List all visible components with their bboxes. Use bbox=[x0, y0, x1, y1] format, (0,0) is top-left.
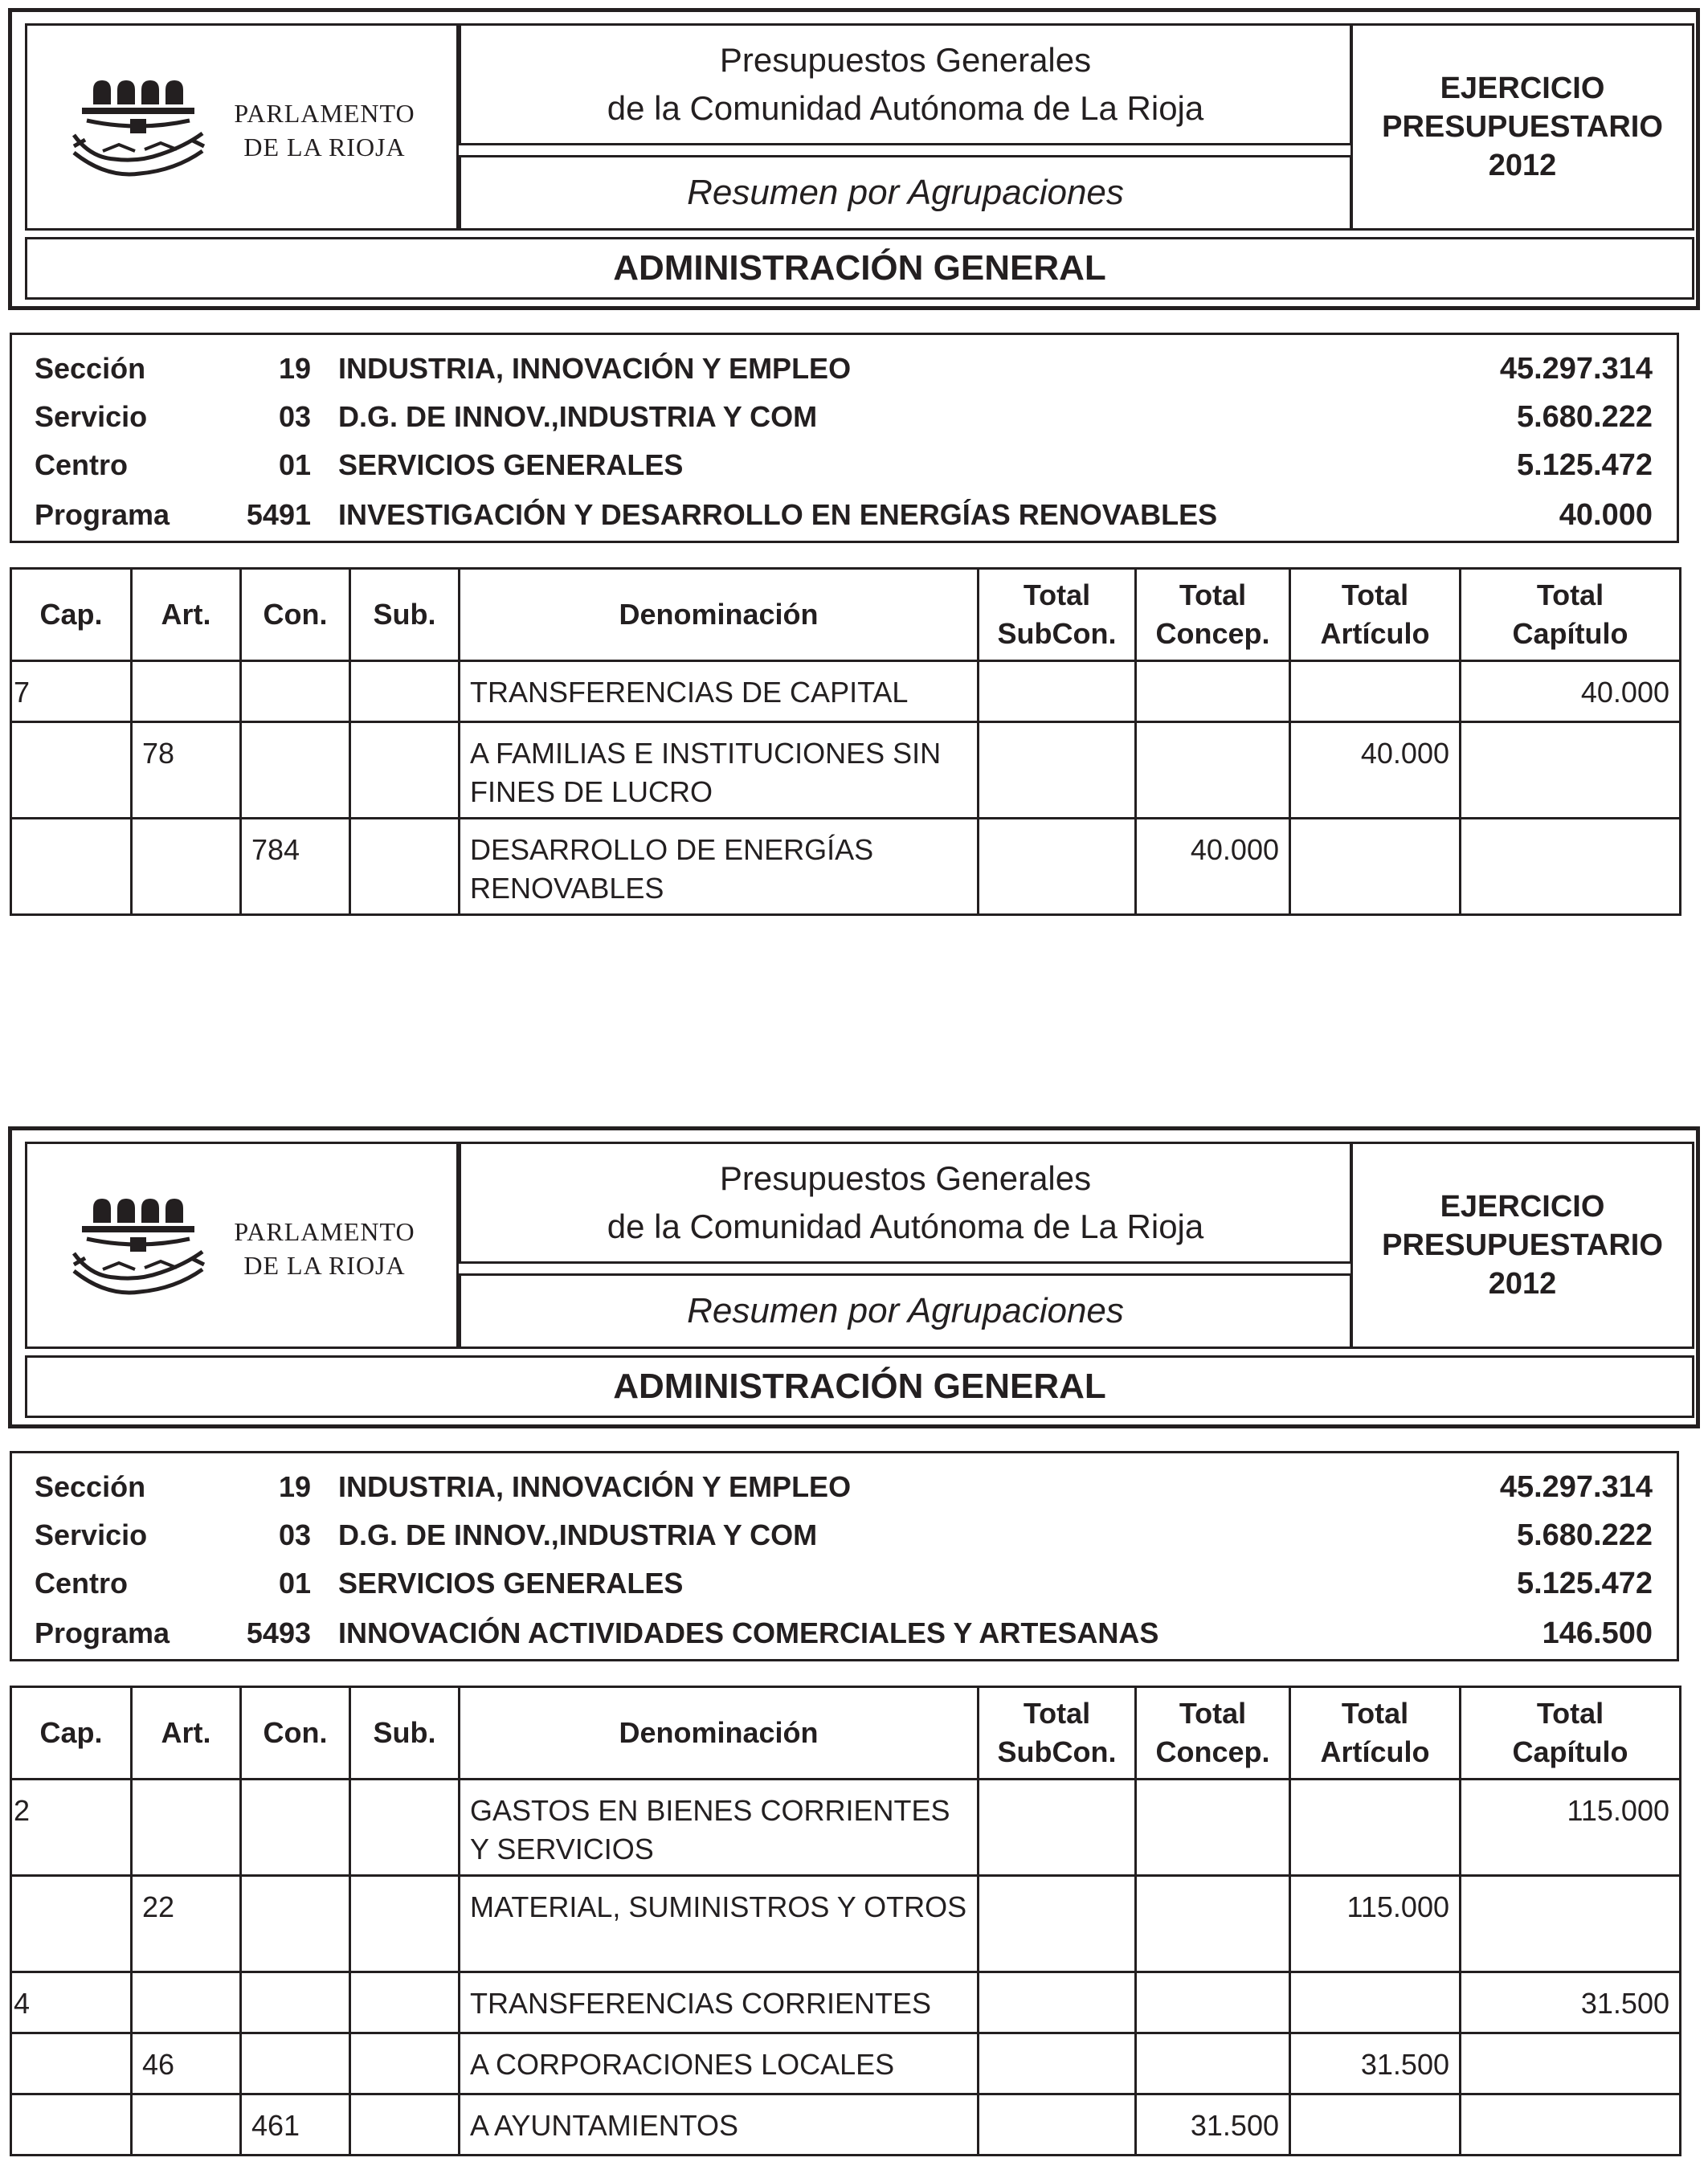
info-row-seccion bbox=[12, 346, 1677, 391]
col-total-subcon bbox=[979, 1687, 1136, 1780]
cell-sub bbox=[350, 661, 460, 722]
info-amount: 5.125.472 bbox=[1516, 1567, 1653, 1600]
cell-total-concep bbox=[1136, 2033, 1290, 2094]
info-name: INVESTIGACIÓN Y DESARROLLO EN ENERGÍAS RENOVABLES bbox=[338, 498, 1218, 531]
parliament-line-2: DE LA RIOJA bbox=[243, 133, 406, 161]
table-header-row bbox=[11, 569, 1681, 661]
cell-denominacion: MATERIAL, SUMINISTROS Y OTROS bbox=[460, 1876, 979, 1972]
fiscal-year: 2012 bbox=[1488, 1267, 1557, 1301]
info-name: INDUSTRIA, INNOVACIÓN Y EMPLEO bbox=[338, 1470, 852, 1503]
cell-total-capitulo bbox=[1461, 2094, 1681, 2156]
cell-art bbox=[132, 661, 241, 722]
info-amount: 45.297.314 bbox=[1499, 1470, 1653, 1504]
document-subtitle: Resumen por Agrupaciones bbox=[459, 1273, 1352, 1349]
cell-total-concep bbox=[1136, 722, 1290, 819]
cell-total-concep bbox=[1136, 661, 1290, 722]
cell-art bbox=[132, 2094, 241, 2156]
table-header-row bbox=[11, 1687, 1681, 1780]
info-label: Programa bbox=[35, 498, 170, 531]
table-row bbox=[11, 722, 1681, 819]
cell-total-articulo: 31.500 bbox=[1290, 2033, 1461, 2094]
info-code: 01 bbox=[278, 1567, 311, 1600]
col-label: SubCon. bbox=[997, 1735, 1117, 1768]
col-con: Con. bbox=[241, 1687, 350, 1780]
info-code: 5491 bbox=[246, 498, 311, 531]
cell-total-concep: 40.000 bbox=[1136, 819, 1290, 915]
cell-denominacion: TRANSFERENCIAS DE CAPITAL bbox=[460, 661, 979, 722]
table-row bbox=[11, 1780, 1681, 1876]
cell-total-capitulo: 115.000 bbox=[1461, 1780, 1681, 1876]
cell-sub bbox=[350, 722, 460, 819]
col-denominacion: Denominación bbox=[460, 569, 979, 661]
header-frame bbox=[8, 1126, 1700, 1428]
parliament-name bbox=[212, 1215, 437, 1282]
cell-cap bbox=[11, 1876, 132, 1972]
cell-con bbox=[241, 722, 350, 819]
cell-sub bbox=[350, 1780, 460, 1876]
col-art: Art. bbox=[132, 1687, 241, 1780]
col-sub: Sub. bbox=[350, 569, 460, 661]
title-line-2: de la Comunidad Autónoma de La Rioja bbox=[607, 1208, 1204, 1245]
document-title bbox=[459, 23, 1352, 145]
table-row bbox=[11, 661, 1681, 722]
cell-total-articulo: 115.000 bbox=[1290, 1876, 1461, 1972]
parliament-line-2: DE LA RIOJA bbox=[243, 1251, 406, 1280]
title-line-2: de la Comunidad Autónoma de La Rioja bbox=[607, 89, 1204, 127]
cell-cap: 4 bbox=[11, 1972, 132, 2033]
cell-total-capitulo bbox=[1461, 2033, 1681, 2094]
cell-cap bbox=[11, 722, 132, 819]
cell-denominacion: A FAMILIAS E INSTITUCIONES SIN FINES DE LUCRO bbox=[460, 722, 979, 819]
cell-total-subcon bbox=[979, 819, 1136, 915]
col-total-articulo bbox=[1290, 569, 1461, 661]
cell-sub bbox=[350, 2094, 460, 2156]
col-denominacion: Denominación bbox=[460, 1687, 979, 1780]
cell-denominacion: A AYUNTAMIENTOS bbox=[460, 2094, 979, 2156]
document-title bbox=[459, 1142, 1352, 1264]
info-row-centro bbox=[12, 1561, 1677, 1606]
info-row-servicio bbox=[12, 394, 1677, 439]
info-row-seccion bbox=[12, 1465, 1677, 1510]
col-cap: Cap. bbox=[11, 1687, 132, 1780]
info-amount: 5.680.222 bbox=[1516, 1518, 1653, 1552]
info-name: SERVICIOS GENERALES bbox=[338, 1567, 684, 1600]
info-label: Programa bbox=[35, 1616, 170, 1649]
cell-con bbox=[241, 661, 350, 722]
info-label: Servicio bbox=[35, 1518, 148, 1551]
cell-total-capitulo bbox=[1461, 819, 1681, 915]
info-amount: 5.680.222 bbox=[1516, 400, 1653, 434]
cell-total-concep bbox=[1136, 1972, 1290, 2033]
col-label: Artículo bbox=[1320, 617, 1430, 650]
cell-total-subcon bbox=[979, 1780, 1136, 1876]
col-total-capitulo bbox=[1461, 1687, 1681, 1780]
col-cap: Cap. bbox=[11, 569, 132, 661]
col-label: Concep. bbox=[1155, 617, 1270, 650]
cell-total-articulo bbox=[1290, 1972, 1461, 2033]
cell-cap: 2 bbox=[11, 1780, 132, 1876]
info-name: D.G. DE INNOV.,INDUSTRIA Y COM bbox=[338, 400, 818, 433]
cell-total-articulo bbox=[1290, 819, 1461, 915]
cell-total-subcon bbox=[979, 1876, 1136, 1972]
col-con: Con. bbox=[241, 569, 350, 661]
cell-sub bbox=[350, 1972, 460, 2033]
fiscal-year-line-2: PRESUPUESTARIO bbox=[1382, 1228, 1663, 1262]
table-row bbox=[11, 2033, 1681, 2094]
cell-con bbox=[241, 2033, 350, 2094]
col-label: Concep. bbox=[1155, 1735, 1270, 1768]
title-line-1: Presupuestos Generales bbox=[719, 41, 1092, 79]
info-code: 19 bbox=[278, 352, 311, 385]
cell-denominacion: A CORPORACIONES LOCALES bbox=[460, 2033, 979, 2094]
cell-art bbox=[132, 819, 241, 915]
cell-total-articulo bbox=[1290, 1780, 1461, 1876]
col-label: Total bbox=[1341, 1697, 1409, 1730]
parliament-name bbox=[212, 96, 437, 164]
cell-art bbox=[132, 1780, 241, 1876]
parliament-line-1: PARLAMENTO bbox=[234, 99, 415, 128]
cell-sub bbox=[350, 1876, 460, 1972]
cell-con bbox=[241, 1972, 350, 2033]
info-name: D.G. DE INNOV.,INDUSTRIA Y COM bbox=[338, 1518, 818, 1551]
cell-art: 22 bbox=[132, 1876, 241, 1972]
info-label: Servicio bbox=[35, 400, 148, 433]
administration-heading: ADMINISTRACIÓN GENERAL bbox=[25, 1355, 1694, 1418]
col-sub: Sub. bbox=[350, 1687, 460, 1780]
cell-total-articulo bbox=[1290, 661, 1461, 722]
info-amount: 5.125.472 bbox=[1516, 448, 1653, 482]
info-amount: 40.000 bbox=[1559, 498, 1653, 532]
info-name: INNOVACIÓN ACTIVIDADES COMERCIALES Y ARTESANAS bbox=[338, 1616, 1159, 1649]
info-label: Centro bbox=[35, 448, 128, 481]
document-subtitle: Resumen por Agrupaciones bbox=[459, 155, 1352, 231]
cell-denominacion: TRANSFERENCIAS CORRIENTES bbox=[460, 1972, 979, 2033]
cell-total-subcon bbox=[979, 1972, 1136, 2033]
col-label: Artículo bbox=[1320, 1735, 1430, 1768]
parliament-line-1: PARLAMENTO bbox=[234, 1217, 415, 1246]
cell-con: 784 bbox=[241, 819, 350, 915]
fiscal-year: 2012 bbox=[1488, 149, 1557, 182]
cell-art: 46 bbox=[132, 2033, 241, 2094]
cell-cap: 7 bbox=[11, 661, 132, 722]
info-name: INDUSTRIA, INNOVACIÓN Y EMPLEO bbox=[338, 352, 852, 385]
cell-con bbox=[241, 1780, 350, 1876]
cell-total-articulo bbox=[1290, 2094, 1461, 2156]
program-info bbox=[10, 333, 1679, 543]
cell-total-concep bbox=[1136, 1780, 1290, 1876]
cell-total-articulo: 40.000 bbox=[1290, 722, 1461, 819]
cell-total-capitulo bbox=[1461, 1876, 1681, 1972]
fiscal-year-line-2: PRESUPUESTARIO bbox=[1382, 110, 1663, 144]
col-total-concep bbox=[1136, 569, 1290, 661]
col-label: Total bbox=[1341, 578, 1409, 611]
budget-table bbox=[10, 567, 1681, 916]
title-line-1: Presupuestos Generales bbox=[719, 1159, 1092, 1197]
logo-box bbox=[25, 23, 459, 231]
cell-cap bbox=[11, 2094, 132, 2156]
cell-total-capitulo bbox=[1461, 722, 1681, 819]
cell-art: 78 bbox=[132, 722, 241, 819]
col-label: Total bbox=[1023, 1697, 1091, 1730]
cell-total-capitulo: 40.000 bbox=[1461, 661, 1681, 722]
cell-total-concep: 31.500 bbox=[1136, 2094, 1290, 2156]
info-amount: 45.297.314 bbox=[1499, 352, 1653, 386]
cell-total-capitulo: 31.500 bbox=[1461, 1972, 1681, 2033]
col-label: Total bbox=[1536, 1697, 1604, 1730]
info-code: 19 bbox=[278, 1470, 311, 1503]
cell-sub bbox=[350, 819, 460, 915]
info-row-programa bbox=[12, 1611, 1677, 1656]
cell-total-concep bbox=[1136, 1876, 1290, 1972]
col-total-concep bbox=[1136, 1687, 1290, 1780]
cell-con: 461 bbox=[241, 2094, 350, 2156]
col-label: Capítulo bbox=[1512, 1735, 1628, 1768]
cell-total-subcon bbox=[979, 722, 1136, 819]
col-label: SubCon. bbox=[997, 617, 1117, 650]
info-code: 03 bbox=[278, 1518, 311, 1551]
table-row bbox=[11, 819, 1681, 915]
info-row-servicio bbox=[12, 1513, 1677, 1558]
col-art: Art. bbox=[132, 569, 241, 661]
col-label: Capítulo bbox=[1512, 617, 1628, 650]
cell-cap bbox=[11, 2033, 132, 2094]
program-info bbox=[10, 1451, 1679, 1661]
cell-denominacion: DESARROLLO DE ENERGÍAS RENOVABLES bbox=[460, 819, 979, 915]
parliament-crest-icon bbox=[71, 79, 215, 191]
cell-sub bbox=[350, 2033, 460, 2094]
col-label: Total bbox=[1536, 578, 1604, 611]
info-row-centro bbox=[12, 443, 1677, 488]
info-amount: 146.500 bbox=[1542, 1616, 1653, 1650]
cell-total-subcon bbox=[979, 661, 1136, 722]
logo-box bbox=[25, 1142, 459, 1349]
administration-heading: ADMINISTRACIÓN GENERAL bbox=[25, 237, 1694, 300]
info-name: SERVICIOS GENERALES bbox=[338, 448, 684, 481]
info-code: 5493 bbox=[246, 1616, 311, 1649]
parliament-crest-icon bbox=[71, 1197, 215, 1310]
info-label: Centro bbox=[35, 1567, 128, 1600]
col-label: Total bbox=[1023, 578, 1091, 611]
cell-art bbox=[132, 1972, 241, 2033]
table-row bbox=[11, 1876, 1681, 1972]
fiscal-year-line-1: EJERCICIO bbox=[1440, 72, 1605, 105]
cell-total-subcon bbox=[979, 2033, 1136, 2094]
header-frame bbox=[8, 8, 1700, 310]
cell-cap bbox=[11, 819, 132, 915]
col-total-subcon bbox=[979, 569, 1136, 661]
fiscal-year-box bbox=[1350, 23, 1694, 231]
info-code: 01 bbox=[278, 448, 311, 481]
info-row-programa bbox=[12, 492, 1677, 537]
cell-total-subcon bbox=[979, 2094, 1136, 2156]
col-label: Total bbox=[1179, 578, 1247, 611]
info-label: Sección bbox=[35, 352, 146, 385]
col-total-capitulo bbox=[1461, 569, 1681, 661]
cell-con bbox=[241, 1876, 350, 1972]
fiscal-year-line-1: EJERCICIO bbox=[1440, 1190, 1605, 1224]
info-label: Sección bbox=[35, 1470, 146, 1503]
table-row bbox=[11, 1972, 1681, 2033]
col-total-articulo bbox=[1290, 1687, 1461, 1780]
col-label: Total bbox=[1179, 1697, 1247, 1730]
fiscal-year-box bbox=[1350, 1142, 1694, 1349]
info-code: 03 bbox=[278, 400, 311, 433]
table-row bbox=[11, 2094, 1681, 2156]
budget-table bbox=[10, 1686, 1681, 2156]
cell-denominacion: GASTOS EN BIENES CORRIENTES Y SERVICIOS bbox=[460, 1780, 979, 1876]
